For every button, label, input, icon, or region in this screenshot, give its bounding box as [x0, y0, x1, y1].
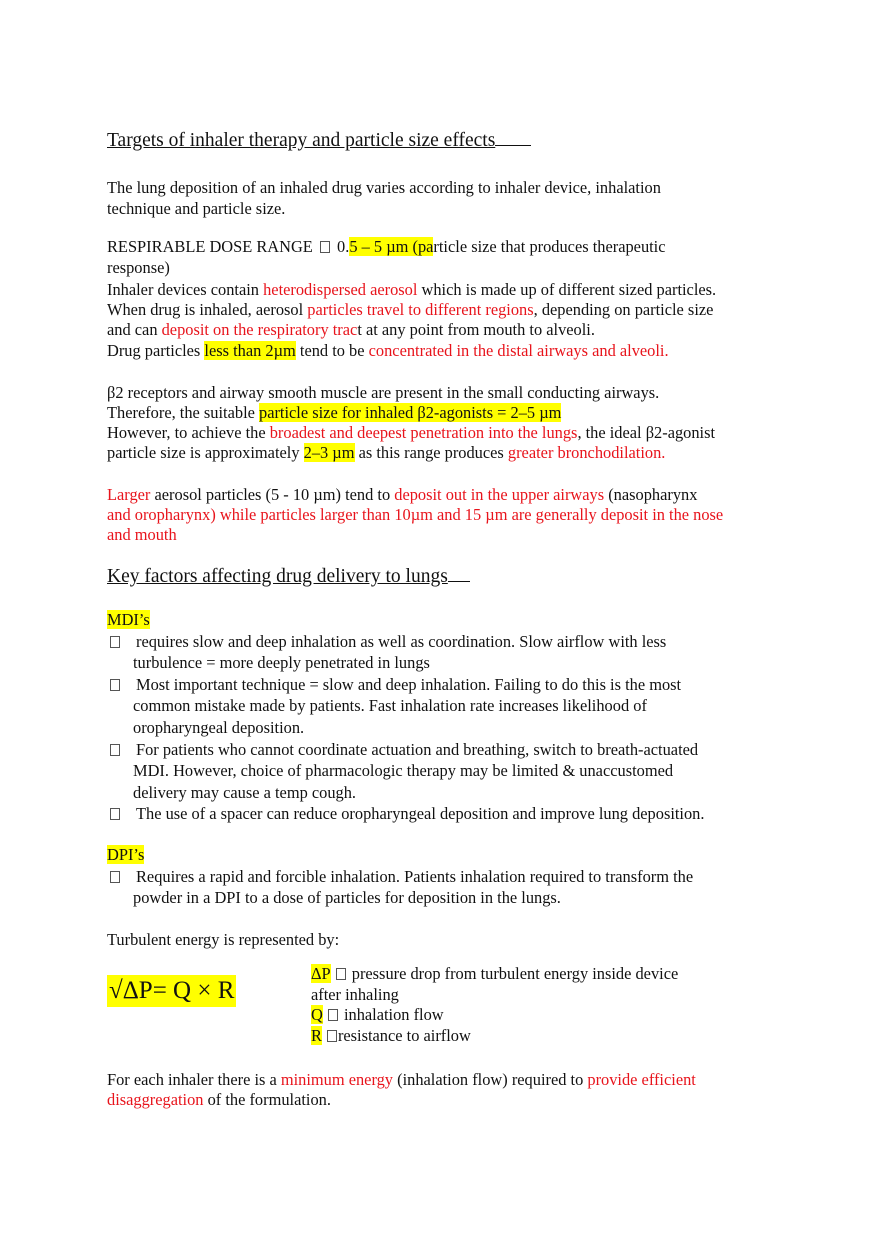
- legend-q: Q inhalation flow: [311, 1005, 444, 1024]
- bullet-icon: [110, 744, 120, 756]
- dpi-bullet-1: Requires a rapid and forcible inhalation. Patients inhalation required to transform the: [108, 867, 693, 887]
- larger-particles-line-2: and oropharynx) while particles larger than 10µm and 15 µm are generally deposit in the nose: [107, 505, 724, 524]
- intro-line-2: technique and particle size.: [107, 199, 286, 218]
- bullet-icon: [110, 808, 120, 820]
- legend-dp-cont: after inhaling: [311, 985, 399, 1004]
- legend-dp: ΔP pressure drop from turbulent energy inside device: [311, 964, 679, 983]
- broadest-penetration-line: However, to achieve the broadest and deepest penetration into the lungs, the ideal β2-agonist: [107, 423, 716, 442]
- distal-airways-line: Drug particles less than 2µm tend to be concentrated in the distal airways and alveoli.: [107, 341, 669, 360]
- intro-line-1: The lung deposition of an inhaled drug varies according to inhaler device, inhalation: [107, 178, 661, 197]
- legend-r: R resistance to airflow: [311, 1026, 471, 1045]
- suitable-size-line: Therefore, the suitable particle size for inhaled β2-agonists = 2–5 µm: [107, 403, 562, 422]
- ideal-size-line: particle size is approximately 2–3 µm as this range produces greater bronchodilation.: [107, 443, 666, 462]
- dpi-bullet-1-cont: powder in a DPI to a dose of particles for deposition in the lungs.: [133, 888, 561, 907]
- mdi-bullet-1-cont: turbulence = more deeply penetrated in lungs: [133, 653, 430, 672]
- bullet-icon: [110, 679, 120, 691]
- mdi-bullet-2-cont2: oropharyngeal deposition.: [133, 718, 305, 737]
- turbulent-energy-line: Turbulent energy is represented by:: [107, 930, 340, 949]
- respirable-dose-line-2: response): [107, 258, 170, 277]
- dpi-label: DPI’s: [107, 845, 145, 864]
- beta2-receptors-line: β2 receptors and airway smooth muscle are present in the small conducting airways.: [107, 383, 660, 402]
- bullet-icon: [110, 871, 120, 883]
- larger-particles-line-3: and mouth: [107, 525, 177, 544]
- deposit-tract-line: and can deposit on the respiratory tract at any point from mouth to alveoli.: [107, 320, 595, 339]
- mdi-bullet-1: requires slow and deep inhalation as well as coordination. Slow airflow with less: [108, 632, 666, 652]
- mdi-bullet-2-cont: common mistake made by patients. Fast inhalation rate increases likelihood of: [133, 696, 647, 715]
- mdi-bullet-3-cont2: delivery may cause a temp cough.: [133, 783, 357, 802]
- arrow-glyph-icon: [336, 968, 346, 980]
- arrow-glyph-icon: [328, 1009, 338, 1021]
- mdi-bullet-2: Most important technique = slow and deep inhalation. Failing to do this is the most: [108, 675, 681, 695]
- mdi-bullet-4: The use of a spacer can reduce oropharyngeal deposition and improve lung deposition.: [108, 804, 704, 824]
- mdi-bullet-3-cont: MDI. However, choice of pharmacologic therapy may be limited & unaccustomed: [133, 761, 674, 780]
- arrow-glyph-icon: [320, 241, 330, 253]
- larger-particles-line-1: Larger aerosol particles (5 - 10 µm) tend to deposit out in the upper airways (nasopharynx: [107, 485, 698, 504]
- bullet-icon: [110, 636, 120, 648]
- minimum-energy-line-2: disaggregation of the formulation.: [107, 1090, 331, 1109]
- arrow-glyph-icon: [327, 1030, 337, 1042]
- mdi-bullet-3: For patients who cannot coordinate actuation and breathing, switch to breath-actuated: [108, 740, 698, 760]
- mdi-label: MDI’s: [107, 610, 150, 629]
- section-title-targets: Targets of inhaler therapy and particle size effects: [107, 128, 531, 153]
- section-title-key-factors: Key factors affecting drug delivery to lungs: [107, 564, 470, 589]
- turbulent-energy-formula: √ΔP= Q × R: [107, 975, 236, 1007]
- minimum-energy-line-1: For each inhaler there is a minimum energy (inhalation flow) required to provide efficient: [107, 1070, 696, 1089]
- respirable-dose-line: RESPIRABLE DOSE RANGE 0.5 – 5 µm (particle size that produces therapeutic: [107, 237, 666, 256]
- heterodispersed-line: Inhaler devices contain heterodispersed aerosol which is made up of different sized particles.: [107, 280, 717, 299]
- particles-travel-line: When drug is inhaled, aerosol particles travel to different regions, depending on particle size: [107, 300, 714, 319]
